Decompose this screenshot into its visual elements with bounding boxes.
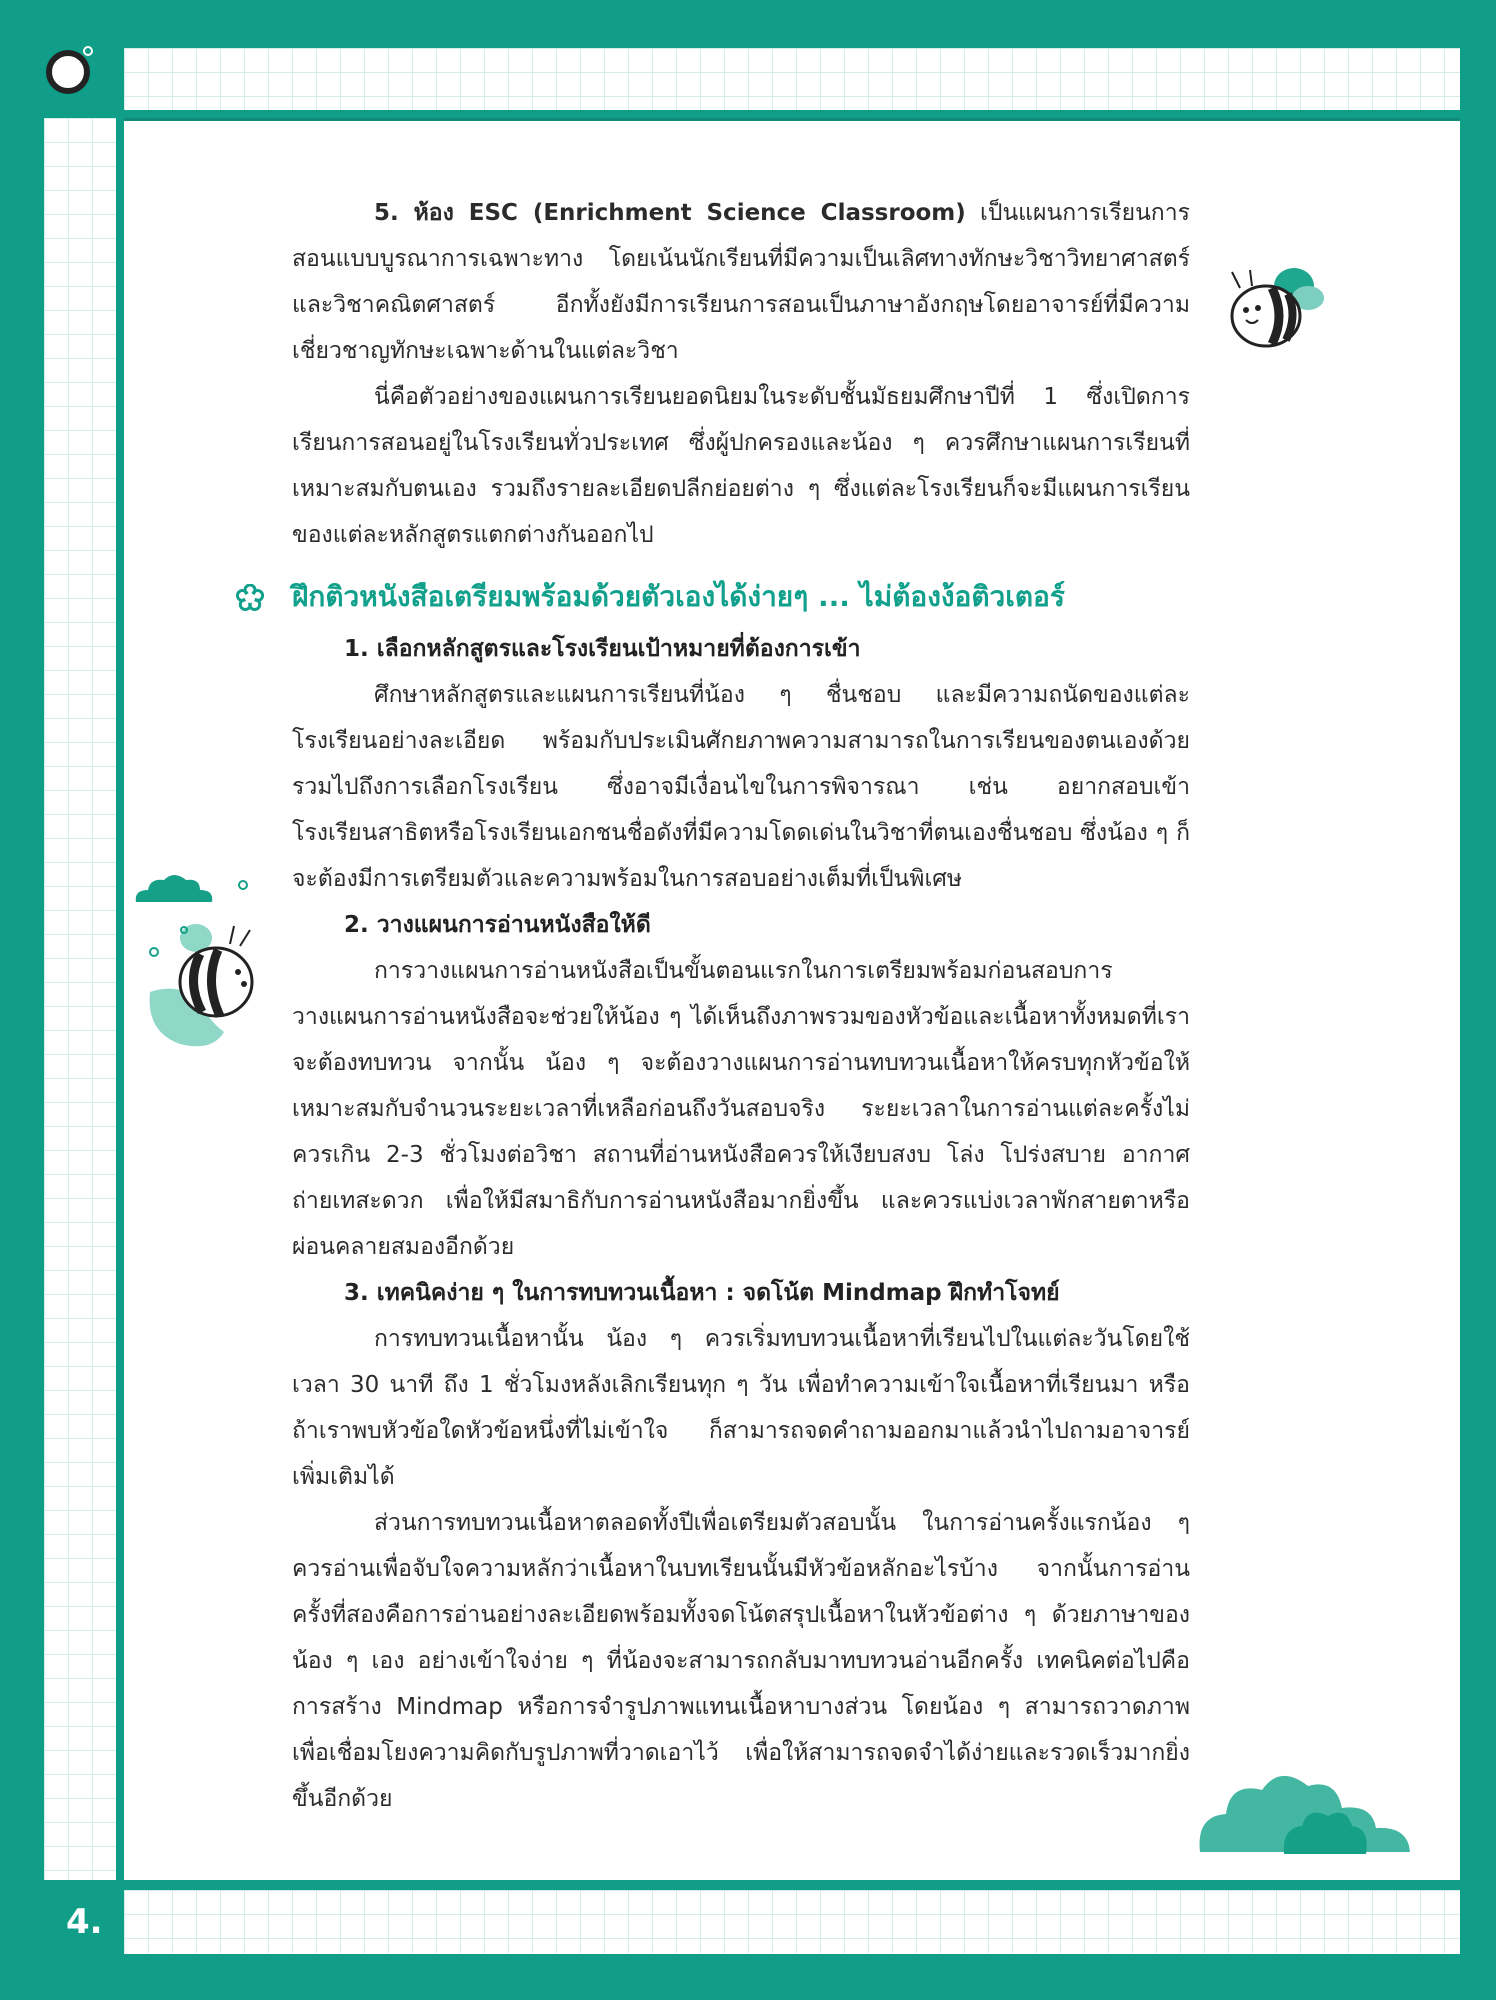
item3-title: 3. เทคนิคง่าย ๆ ในการทบทวนเนื้อหา : จดโน้ต Mindmap ฝึกทำโจทย์ <box>344 1280 1060 1306</box>
item1-title: 1. เลือกหลักสูตรและโรงเรียนเป้าหมายที่ต้องการเข้า <box>344 636 861 662</box>
item1-text: ศึกษาหลักสูตรและแผนการเรียนที่น้อง ๆ ชื่นชอบ และมีความถนัดของแต่ละโรงเรียนอย่างละเอียด พร้อมกับประเมินศักยภาพความสามารถในการเรียนของตนเองด้วย รวมไปถึงการเลือกโรงเรียน ซึ่งอาจมีเงื่อนไขในการพิจารณา เช่น อยากสอบเข้าโรงเรียนสาธิตหรือโรงเรียนเอกชนชื่อดังที่มีความโดดเด่นในวิชาที่ตนเองชื่นชอบ ซึ่งน้อง ๆ ก็จะต้องมีการเตรียมตัวและความพร้อมในการสอบอย่างเต็มที่เป็นพิเศษ <box>292 682 1190 892</box>
item3-text1: การทบทวนเนื้อหานั้น น้อง ๆ ควรเริ่มทบทวนเนื้อหาที่เรียนไปในแต่ละวันโดยใช้เวลา 30 นาที ถึง 1 ชั่วโมงหลังเลิกเรียนทุก ๆ วัน เพื่อทำความเข้าใจเนื้อหาที่เรียนมา หรือถ้าเราพบหัวข้อใดหัวข้อหนึ่งที่ไม่เข้าใจ ก็สามารถจดคำถามออกมาแล้วนำไปถามอาจารย์เพิ่มเติมได้ <box>292 1326 1190 1490</box>
esc-title: 5. ห้อง ESC (Enrichment Science Classroom) <box>374 200 966 226</box>
item3-text2: ส่วนการทบทวนเนื้อหาตลอดทั้งปีเพื่อเตรียมตัวสอบนั้น ในการอ่านครั้งแรกน้อง ๆ ควรอ่านเพื่อจับใจความหลักว่าเนื้อหาในบทเรียนนั้นมีหัวข้อหลักอะไรบ้าง จากนั้นการอ่านครั้งที่สองคือการอ่านอย่างละเอียดพร้อมทั้งจดโน้ตสรุปเนื้อหาในหัวข้อต่าง ๆ ด้วยภาษาของน้อง ๆ เอง อย่างเข้าใจง่าย ๆ ที่น้องจะสามารถกลับมาทบทวนอ่านอีกครั้ง เทคนิคต่อไปคือการสร้าง Mindmap หรือการจำรูปภาพแทนเนื้อหาบางส่วน โดยน้อง ๆ สามารถวาดภาพเพื่อเชื่อมโยงความคิดกับรูปภาพที่วาดเอาไว้ เพื่อให้สามารถจดจำได้ง่ายและรวดเร็วมากยิ่งขึ้นอีกด้วย <box>292 1510 1190 1812</box>
paragraph-esc <box>292 190 1190 374</box>
bee-icon <box>140 912 270 1052</box>
sparkle-icon <box>236 878 250 892</box>
item2-title: 2. วางแผนการอ่านหนังสือให้ดี <box>344 912 651 938</box>
page-number: 4. <box>66 1902 103 1942</box>
section-heading: ฝึกติวหนังสือเตรียมพร้อมด้วยตัวเองได้ง่ายๆ ... ไม่ต้องง้อติวเตอร์ <box>292 580 1065 613</box>
esc-description: เป็นแผนการเรียนการสอนแบบบูรณาการเฉพาะทาง โดยเน้นนักเรียนที่มีความเป็นเลิศทางทักษะวิชาวิทยาศาสตร์และวิชาคณิตศาสตร์ อีกทั้งยังมีการเรียนการสอนเป็นภาษาอังกฤษโดยอาจารย์ที่มีความเชี่ยวชาญทักษะเฉพาะด้านในแต่ละวิชา <box>292 200 1191 364</box>
paragraph-summary: นี่คือตัวอย่างของแผนการเรียนยอดนิยมในระดับชั้นมัธยมศึกษาปีที่ 1 ซึ่งเปิดการเรียนการสอนอยู่ในโรงเรียนทั่วประเทศ ซึ่งผู้ปกครองและน้อง ๆ ควรศึกษาแผนการเรียนที่เหมาะสมกับตนเอง รวมถึงรายละเอียดปลีกย่อยต่าง ๆ ซึ่งแต่ละโรงเรียนก็จะมีแผนการเรียนของแต่ละหลักสูตรแตกต่างกันออกไป <box>292 384 1190 548</box>
ring-icon <box>44 44 96 96</box>
left-grid-strip <box>44 118 116 1880</box>
top-grid-strip <box>124 48 1460 110</box>
bottom-grid-strip <box>124 1890 1460 1954</box>
bush-icon <box>1196 1764 1416 1860</box>
flower-icon <box>236 584 264 612</box>
bee-icon <box>1220 258 1330 358</box>
article-body <box>292 190 1190 1822</box>
cloud-icon <box>130 868 220 908</box>
section-heading-row <box>292 574 1190 620</box>
item2-text: การวางแผนการอ่านหนังสือเป็นขั้นตอนแรกในการเตรียมพร้อมก่อนสอบการวางแผนการอ่านหนังสือจะช่วยให้น้อง ๆ ได้เห็นถึงภาพรวมของหัวข้อและเนื้อหาทั้งหมดที่เราจะต้องทบทวน จากนั้น น้อง ๆ จะต้องวางแผนการอ่านทบทวนเนื้อหาให้ครบทุกหัวข้อให้เหมาะสมกับจำนวนระยะเวลาที่เหลือก่อนถึงวันสอบจริง ระยะเวลาในการอ่านแต่ละครั้งไม่ควรเกิน 2-3 ชั่วโมงต่อวิชา สถานที่อ่านหนังสือควรให้เงียบสงบ โล่ง โปร่งสบาย อากาศถ่ายเทสะดวก เพื่อให้มีสมาธิกับการอ่านหนังสือมากยิ่งขึ้น และควรแบ่งเวลาพักสายตาหรือผ่อนคลายสมองอีกด้วย <box>292 958 1190 1260</box>
